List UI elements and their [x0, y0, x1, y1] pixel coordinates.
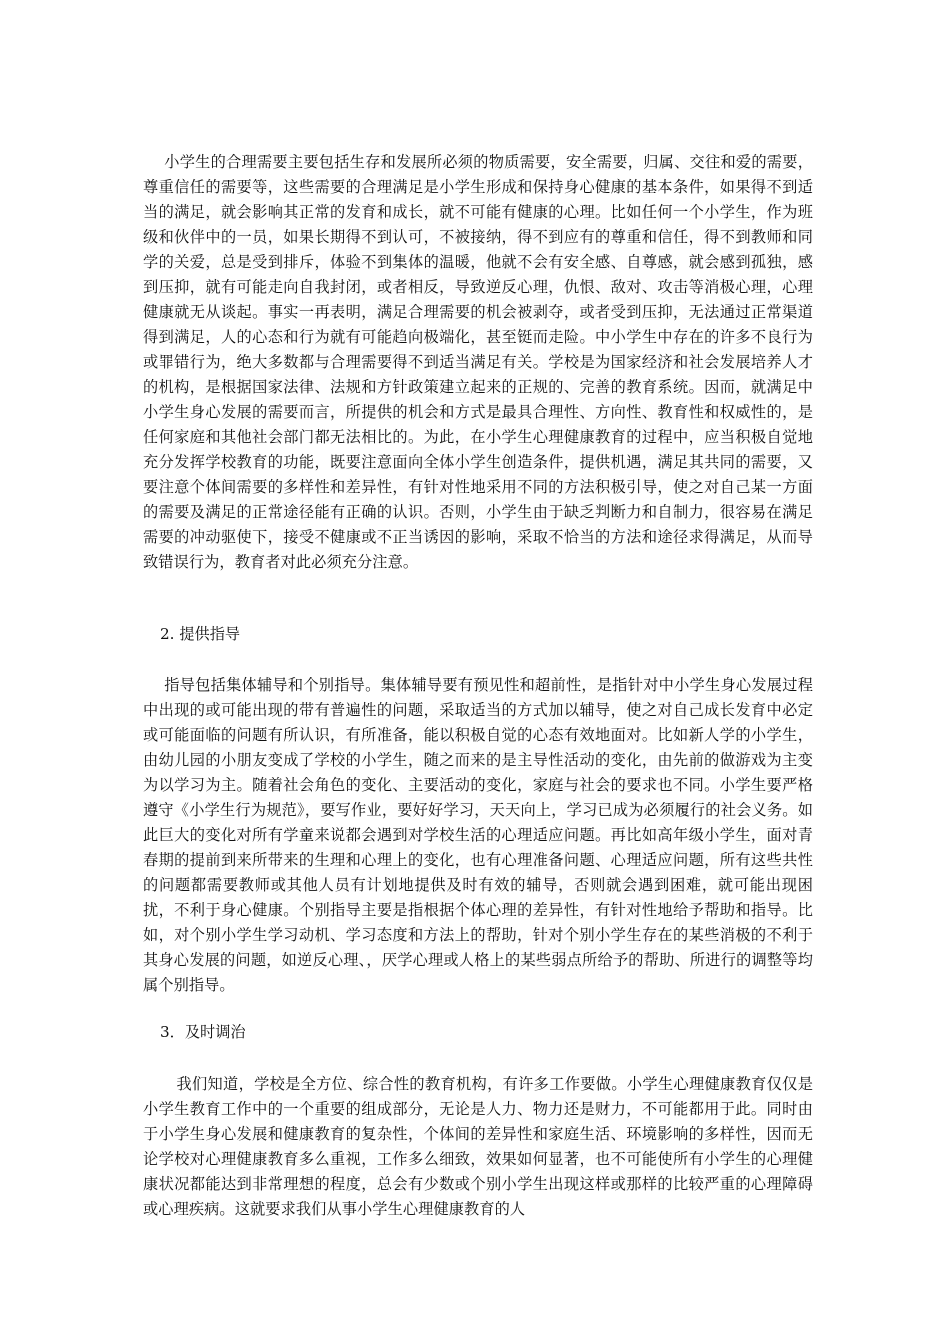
body-paragraph-guidance: 指导包括集体辅导和个别指导。集体辅导要有预见性和超前性，是指针对中小学生身心发展过程中出现的或可能出现的带有普遍性的问题，采取适当的方式加以辅导，使之对自己成长发育中必定或可能面临的问题有所认识，有所准备，能以积极自觉的心态有效地面对。比如新人学的小学生，由幼儿园的小朋友变成了学校的小学生，随之而来的是主导性活动的变化，由先前的做游戏为主变为以学习为主。随着社会角色的变化、主要活动的变化，家庭与社会的要求也不同。小学生要严格遵守《小学生行为规范》，要写作业，要好好学习，天天向上，学习已成为必须履行的社会义务。如此巨大的变化对所有学童来说都会遇到对学校生活的心理适应问题。再比如高年级小学生，面对青春期的提前到来所带来的生理和心理上的变化，也有心理准备问题、心理适应问题，所有这些共性的问题都需要教师或其他人员有计划地提供及时有效的辅导，否则就会遇到困难，就可能出现困扰，不利于身心健康。个别指导主要是指根据个体心理的差异性，有针对性地给予帮助和指导。比如，对个别小学生学习动机、学习态度和方法上的帮助，针对个别小学生存在的某些消极的不利于其身心发展的问题，如逆反心理、，厌学心理或人格上的某些弱点所给予的帮助、所进行的调整等均属个别指导。: [143, 676, 813, 994]
section-heading-guidance: 2. 提供指导: [160, 625, 241, 643]
section-heading-treatment: 3．及时调治: [160, 1023, 246, 1041]
body-paragraph-needs: 小学生的合理需要主要包括生存和发展所必须的物质需要，安全需要，归属、交往和爱的需要，尊重信任的需要等，这些需要的合理满足是小学生形成和保持身心健康的基本条件，如果得不到适当的满足，就会影响其正常的发育和成长，就不可能有健康的心理。比如任何一个小学生，作为班级和伙伴中的一员，如果长期得不到认可，不被接纳，得不到应有的尊重和信任，得不到教师和同学的关爱，总是受到排斥，体验不到集体的温暖，他就不会有安全感、自尊感，就会感到孤独，感到压抑，就有可能走向自我封闭，或者相反，导致逆反心理，仇恨、敌对、攻击等消极心理，心理健康就无从谈起。事实一再表明，满足合理需要的机会被剥夺，或者受到压抑，无法通过正常渠道得到满足，人的心态和行为就有可能趋向极端化，甚至铤而走险。中小学生中存在的许多不良行为或罪错行为，绝大多数都与合理需要得不到适当满足有关。学校是为国家经济和社会发展培养人才的机构，是根据国家法律、法规和方针政策建立起来的正规的、完善的教育系统。因而，就满足中小学生身心发展的需要而言，所提供的机会和方式是最具合理性、方向性、教育性和权威性的，是任何家庭和其他社会部门都无法相比的。为此，在小学生心理健康教育的过程中，应当积极自觉地充分发挥学校教育的功能，既要注意面向全体小学生创造条件，提供机遇，满足其共同的需要，又要注意个体间需要的多样性和差异性，有针对性地采用不同的方法积极引导，使之对自己某一方面的需要及满足的正常途径能有正确的认识。否则，小学生由于缺乏判断力和自制力，很容易在满足需要的冲动驱使下，接受不健康或不正当诱因的影响，采取不恰当的方法和途径求得满足，从而导致错误行为，教育者对此必须充分注意。: [143, 153, 813, 571]
body-paragraph-treatment: 我们知道，学校是全方位、综合性的教育机构，有许多工作要做。小学生心理健康教育仅仅是小学生教育工作中的一个重要的组成部分，无论是人力、物力还是财力，不可能都用于此。同时由于小学生身心发展和健康教育的复杂性，个体间的差异性和家庭生活、环境影响的多样性，因而无论学校对心理健康教育多么重视，工作多么细致，效果如何显著，也不可能使所有小学生的心理健康状况都能达到非常理想的程度，总会有少数或个别小学生出现这样或那样的比较严重的心理障碍或心理疾病。这就要求我们从事小学生心理健康教育的人: [143, 1075, 813, 1218]
